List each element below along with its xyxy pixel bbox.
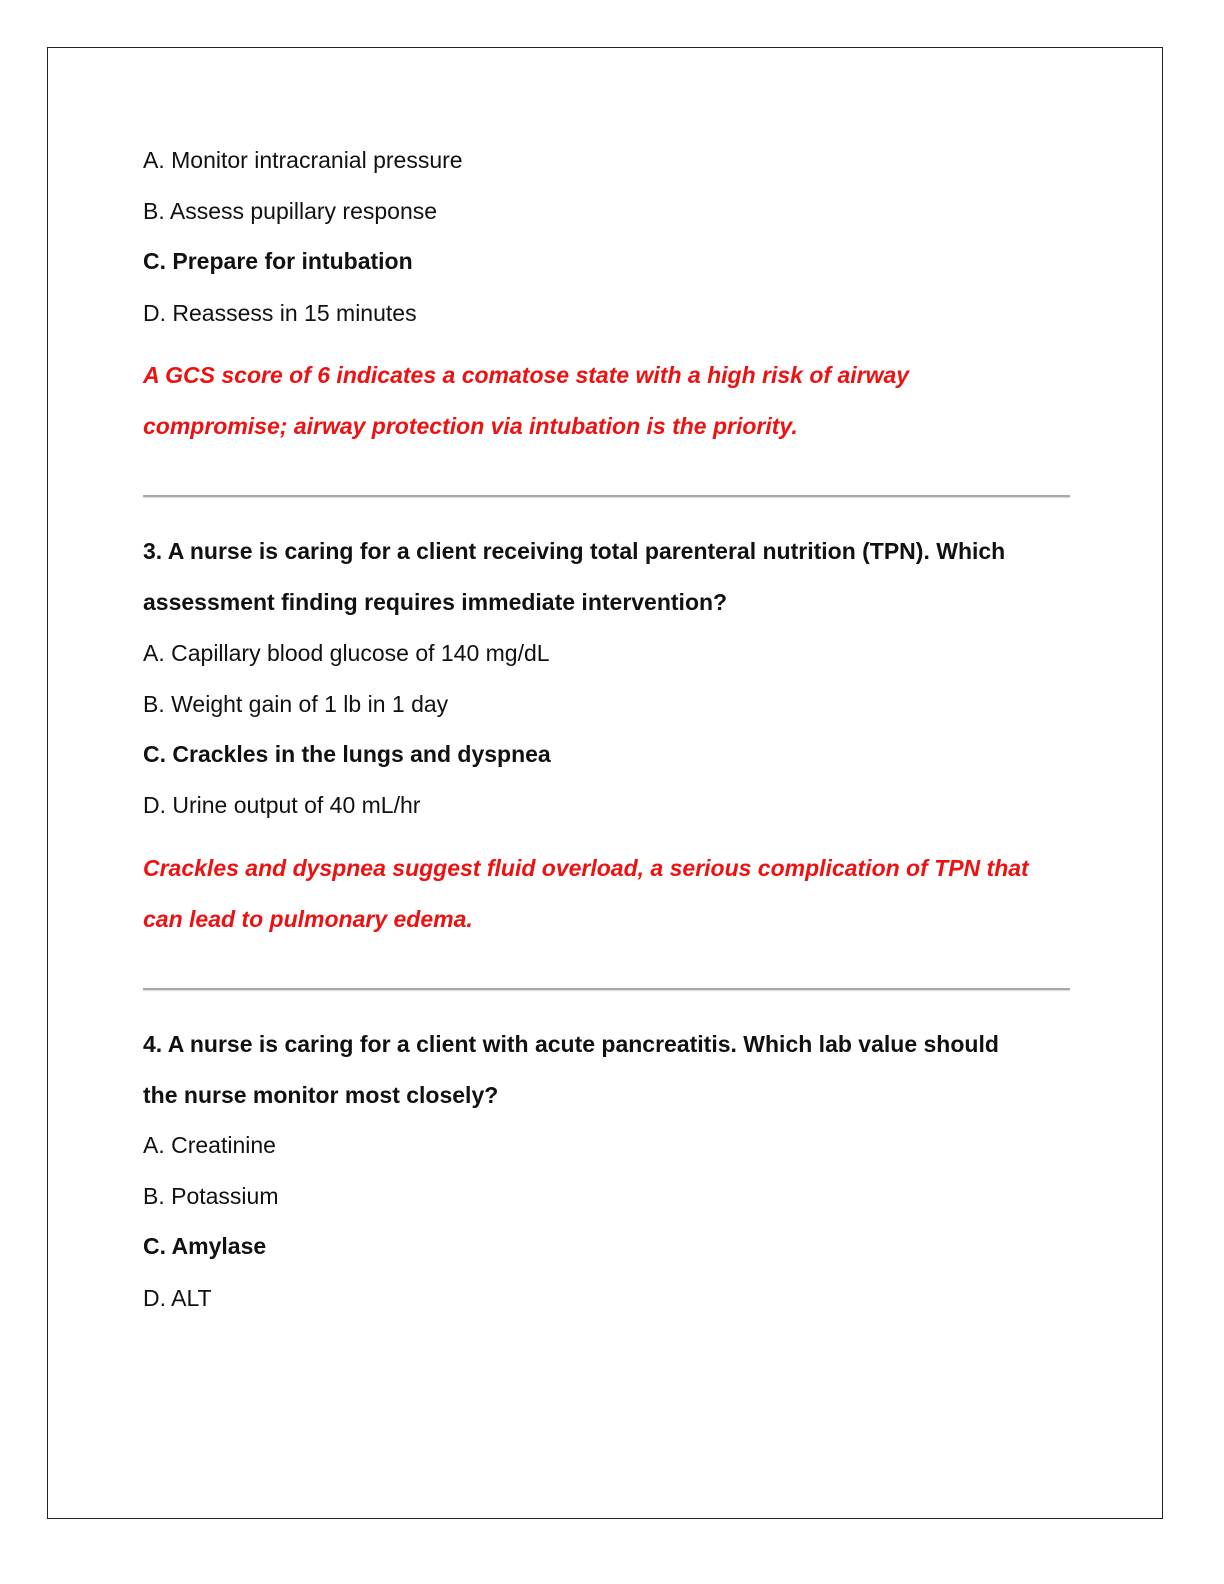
q2-option-d: D. Reassess in 15 minutes	[143, 300, 417, 326]
divider-2	[143, 988, 1070, 990]
q4-option-d: D. ALT	[143, 1285, 212, 1311]
q3-question-line-2: assessment finding requires immediate intervention?	[143, 589, 728, 615]
q3-option-c-correct: C. Crackles in the lungs and dyspnea	[143, 741, 551, 767]
q3-explanation-line-1: Crackles and dyspnea suggest fluid overload, a serious complication of TPN that	[143, 855, 1029, 881]
q2-option-b: B. Assess pupillary response	[143, 198, 438, 224]
q3-question-line-1: 3. A nurse is caring for a client receiving total parenteral nutrition (TPN). Which	[143, 538, 1006, 564]
q2-option-a: A. Monitor intracranial pressure	[143, 147, 463, 173]
q4-option-a: A. Creatinine	[143, 1132, 276, 1158]
q2-explanation-line-2: compromise; airway protection via intubation is the priority.	[143, 413, 798, 439]
q3-explanation-line-2: can lead to pulmonary edema.	[143, 906, 473, 932]
q4-option-c-correct: C. Amylase	[143, 1233, 267, 1259]
q4-option-b: B. Potassium	[143, 1183, 279, 1209]
q3-option-b: B. Weight gain of 1 lb in 1 day	[143, 691, 449, 717]
divider-1	[143, 495, 1070, 497]
q2-option-c-correct: C. Prepare for intubation	[143, 248, 413, 274]
q2-explanation-line-1: A GCS score of 6 indicates a comatose state with a high risk of airway	[143, 362, 910, 388]
q4-question-line-2: the nurse monitor most closely?	[143, 1082, 499, 1108]
q3-option-a: A. Capillary blood glucose of 140 mg/dL	[143, 640, 550, 666]
q3-option-d: D. Urine output of 40 mL/hr	[143, 792, 421, 818]
q4-question-line-1: 4. A nurse is caring for a client with acute pancreatitis. Which lab value should	[143, 1031, 999, 1057]
